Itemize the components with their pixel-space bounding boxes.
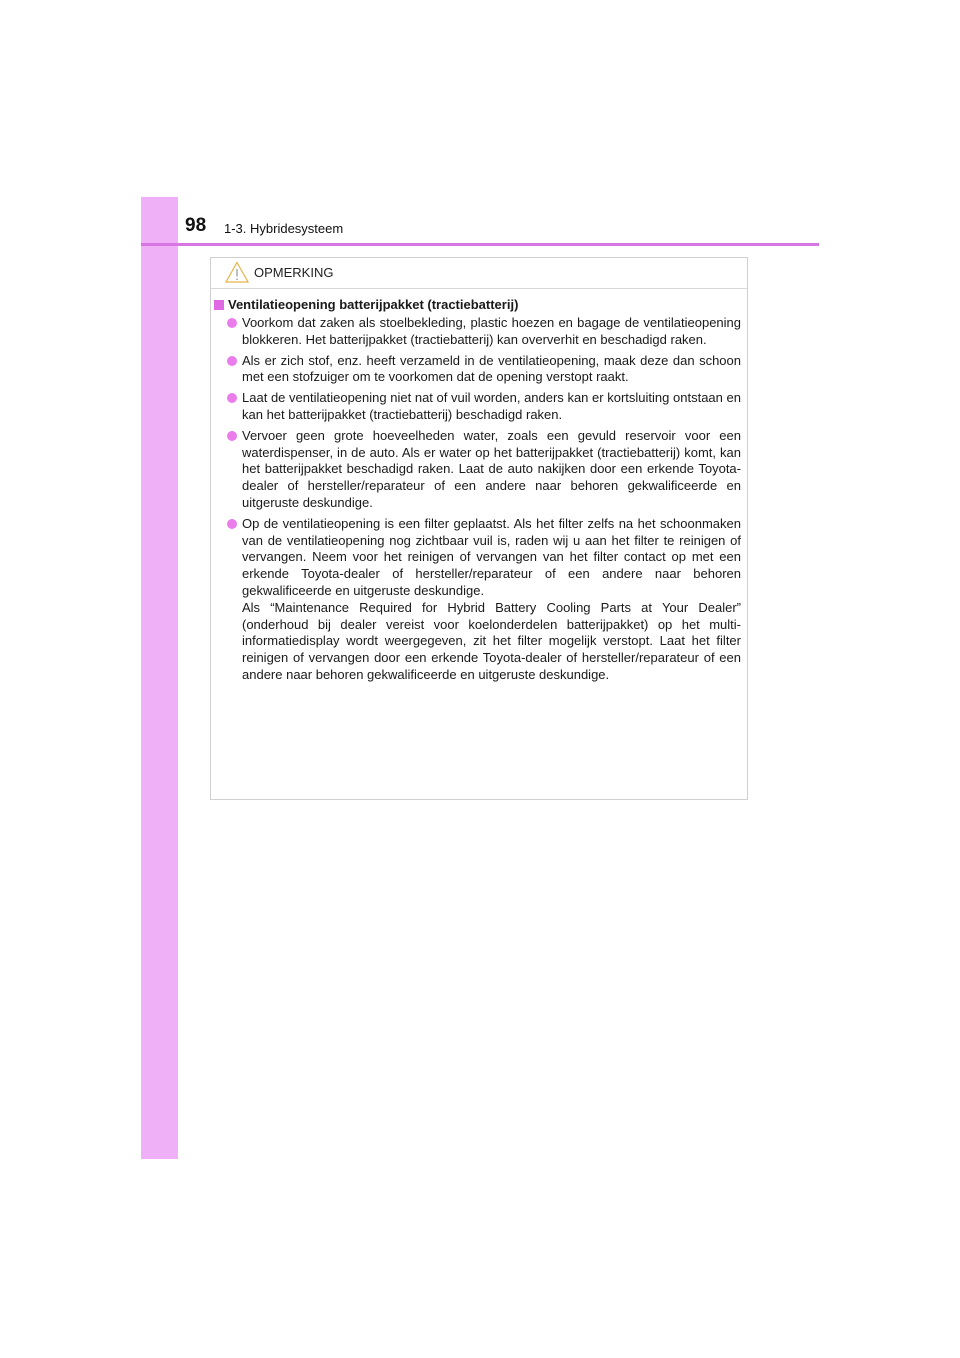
list-item-extra-text: Als “Maintenance Required for Hybrid Battery Cooling Parts at Your Dealer” (onderhoud bij dealer vereist voor koelonderdelen batterijpakket) op het multi-informatiedisplay wordt weergegeven, zit het filter mogelijk verstopt. Laat het filter reinigen of vervangen door een erkende Toyota-dealer of hersteller/reparateur of een andere naar behoren gekwalificeerde en uitgeruste deskundige. — [242, 599, 741, 682]
list-item — [211, 516, 747, 684]
list-item-text: Op de ventilatieopening is een filter geplaatst. Als het filter zelfs na het schoonmaken van de ventilatieopening nog zichtbaar vuil is, raden wij u aan het filter te reinigen of vervangen. Neem voor het reinigen of vervangen van het filter contact op met een erkende Toyota-dealer of hersteller/reparateur of een andere naar behoren gekwalificeerde en uitgeruste deskundige. — [242, 515, 741, 598]
round-bullet-icon — [227, 393, 237, 403]
round-bullet-icon — [227, 431, 237, 441]
list-item — [211, 428, 747, 512]
section-heading — [211, 296, 747, 314]
list-item-text: Laat de ventilatieopening niet nat of vuil worden, anders kan er kortsluiting ontstaan en kan het batterijpakket (tractiebatterij) beschadigd raken. — [242, 390, 741, 422]
round-bullet-icon — [227, 519, 237, 529]
chapter-title: 1-3. Hybridesysteem — [224, 221, 344, 236]
notice-box — [210, 257, 748, 800]
round-bullet-icon — [227, 356, 237, 366]
header-rule — [141, 243, 819, 246]
list-item-text: Als er zich stof, enz. heeft verzameld in de ventilatieopening, maak deze dan schoon met een stofzuiger om te voorkomen dat de opening verstopt raakt. — [242, 352, 741, 385]
square-bullet-icon — [214, 300, 224, 310]
round-bullet-icon — [227, 318, 237, 328]
notice-title: OPMERKING — [254, 265, 334, 280]
list-item — [211, 353, 747, 387]
notice-body — [211, 296, 747, 688]
notice-header — [211, 258, 747, 289]
page-number: 98 — [185, 215, 207, 236]
list-item-text: Voorkom dat zaken als stoelbekleding, plastic hoezen en bagage de ventilatieopening blokkeren. Het batterijpakket (tractiebatterij) kan oververhit en beschadigd raken. — [242, 315, 741, 347]
list-item — [211, 315, 747, 349]
list-item-text: Vervoer geen grote hoeveelheden water, zoals een gevuld reservoir voor een waterdispenser, in de auto. Als er water op het batterijpakket (tractiebatterij) komt, kan het batterijpakket beschadigd raken. Laat de auto nakijken door een erkende Toyota-dealer of hersteller/reparateur of een andere naar behoren gekwalificeerde en uitgeruste deskundige. — [242, 427, 741, 510]
chapter-side-band — [141, 197, 178, 1159]
section-heading-text: Ventilatieopening batterijpakket (tractiebatterij) — [228, 297, 519, 312]
warning-triangle-icon — [225, 261, 249, 283]
list-item — [211, 390, 747, 424]
